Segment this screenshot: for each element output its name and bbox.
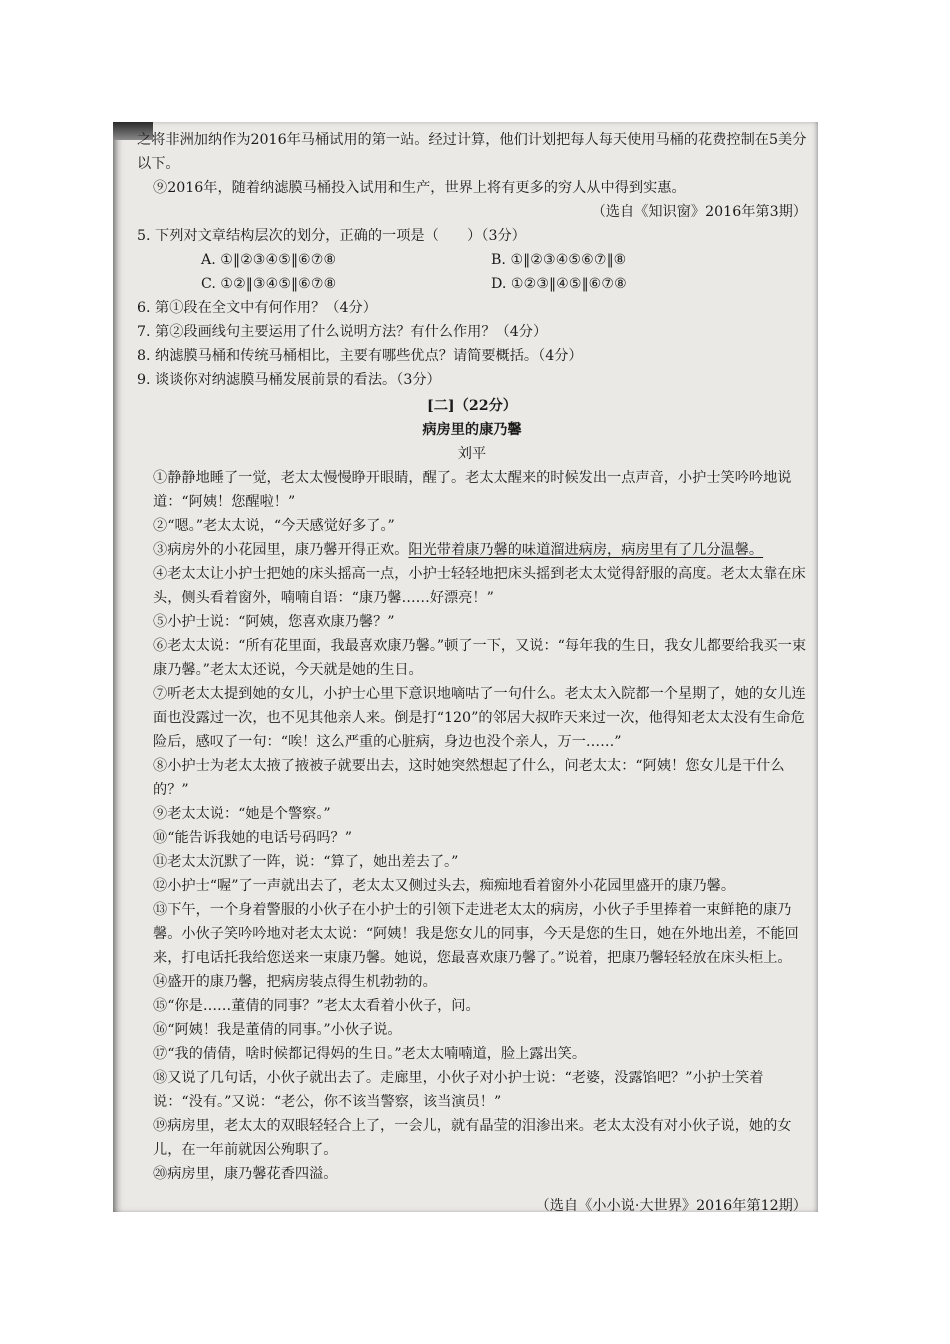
prev-article-source: （选自《知识窗》2016年第3期） bbox=[591, 204, 807, 220]
story-para-5: ⑤小护士说：“阿姨，您喜欢康乃馨？” bbox=[153, 614, 395, 630]
story-para-2: ②“嗯。”老太太说，“今天感觉好多了。” bbox=[153, 518, 395, 534]
story-source: （选自《小小说·大世界》2016年第12期） bbox=[535, 1198, 807, 1212]
question-8: 8. 纳滤膜马桶和传统马桶相比，主要有哪些优点？请简要概括。（4分） bbox=[137, 348, 583, 364]
option-d: D. ①②③‖④⑤‖⑥⑦⑧ bbox=[491, 276, 627, 292]
story-para-7: ⑦听老太太提到她的女儿，小护士心里下意识地嘀咕了一句什么。老太太入院都一个星期了，她的女儿连面也没露过一次，也不见其他亲人来。倒是打“120”的邻居大叔昨天来过一次，他得知老太太没有生命危险后，感叹了一句：“唉！这么严重的心脏病，身边也没个亲人，万一……” bbox=[153, 686, 806, 750]
section-header: [二]（22分） bbox=[427, 398, 517, 414]
article-title: 病房里的康乃馨 bbox=[422, 422, 522, 438]
question-6: 6. 第①段在全文中有何作用？（4分） bbox=[137, 300, 377, 316]
para-3-text: ③病房外的小花园里，康乃馨开得正欢。 bbox=[153, 542, 409, 558]
underlined-sentence: 阳光带着康乃馨的味道溜进病房，病房里有了几分温馨。 bbox=[408, 542, 764, 558]
story-para-10: ⑩“能告诉我她的电话号码吗？” bbox=[153, 830, 352, 846]
option-c: C. ①②‖③④⑤‖⑥⑦⑧ bbox=[201, 276, 337, 292]
story-para-3 bbox=[137, 538, 807, 562]
option-b: B. ①‖②③④⑤⑥⑦‖⑧ bbox=[491, 252, 627, 268]
story-para-8: ⑧小护士为老太太掖了掖被子就要出去，这时她突然想起了什么，问老太太：“阿姨！您女儿是干什么的？” bbox=[153, 758, 785, 798]
question-5-options bbox=[137, 248, 807, 296]
page-content bbox=[137, 128, 807, 1212]
story-para-18: ⑱又说了几句话，小伙子就出去了。走廊里，小伙子对小护士说：“老婆，没露馅吧？”小护士笑着说：“没有。”又说：“老公，你不该当警察，该当演员！” bbox=[153, 1070, 764, 1110]
story-para-13: ⑬下午，一个身着警服的小伙子在小护士的引领下走进老太太的病房，小伙子手里捧着一束鲜艳的康乃馨。小伙子笑吟吟地对老太太说：“阿姨！我是您女儿的同事，今天是您的生日，她在外地出差，不能回来，打电话托我给您送来一束康乃馨。她说，您最喜欢康乃馨了。”说着，把康乃馨轻轻放在床头柜上。 bbox=[153, 902, 799, 966]
story-para-15: ⑮“你是……董倩的同事？”老太太看着小伙子，问。 bbox=[153, 998, 480, 1014]
question-5: 5. 下列对文章结构层次的划分，正确的一项是（ ）（3分） bbox=[137, 228, 526, 244]
story-para-19: ⑲病房里，老太太的双眼轻轻合上了，一会儿，就有晶莹的泪渗出来。老太太没有对小伙子说，她的女儿，在一年前就因公殉职了。 bbox=[153, 1118, 792, 1158]
option-a: A. ①‖②③④⑤‖⑥⑦⑧ bbox=[201, 252, 337, 268]
story-para-20: ⑳病房里，康乃馨花香四溢。 bbox=[153, 1166, 338, 1182]
question-7: 7. 第②段画线句主要运用了什么说明方法？有什么作用？（4分） bbox=[137, 324, 548, 340]
story-para-6: ⑥老太太说：“所有花里面，我最喜欢康乃馨。”顿了一下，又说：“每年我的生日，我女儿都要给我买一束康乃馨。”老太太还说，今天就是她的生日。 bbox=[153, 638, 807, 678]
story-para-17: ⑰“我的倩倩，啥时候都记得妈的生日。”老太太喃喃道，脸上露出笑。 bbox=[153, 1046, 587, 1062]
question-9: 9. 谈谈你对纳滤膜马桶发展前景的看法。（3分） bbox=[137, 372, 441, 388]
story-para-11: ⑪老太太沉默了一阵，说：“算了，她出差去了。” bbox=[153, 854, 459, 870]
scanned-page bbox=[113, 122, 818, 1212]
story-para-1: ①静静地睡了一觉，老太太慢慢睁开眼睛，醒了。老太太醒来的时候发出一点声音，小护士笑吟吟地说道：“阿姨！您醒啦！” bbox=[153, 470, 792, 510]
prev-article-para9: ⑨2016年，随着纳滤膜马桶投入试用和生产，世界上将有更多的穷人从中得到实惠。 bbox=[153, 180, 686, 196]
story-para-14: ⑭盛开的康乃馨，把病房装点得生机勃勃的。 bbox=[153, 974, 437, 990]
article-author: 刘平 bbox=[457, 446, 487, 462]
story-para-12: ⑫小护士“喔”了一声就出去了，老太太又侧过头去，痴痴地看着窗外小花园里盛开的康乃馨。 bbox=[153, 878, 736, 894]
story-para-4: ④老太太让小护士把她的床头摇高一点，小护士轻轻地把床头摇到老太太觉得舒服的高度。老太太靠在床头，侧头看着窗外，喃喃自语：“康乃馨……好漂亮！” bbox=[153, 566, 806, 606]
story-para-9: ⑨老太太说：“她是个警察。” bbox=[153, 806, 331, 822]
prev-article-tail: 之将非洲加纳作为2016年马桶试用的第一站。经过计算，他们计划把每人每天使用马桶的花费控制在5美分以下。 bbox=[137, 132, 807, 172]
story-para-16: ⑯“阿姨！我是董倩的同事。”小伙子说。 bbox=[153, 1022, 402, 1038]
